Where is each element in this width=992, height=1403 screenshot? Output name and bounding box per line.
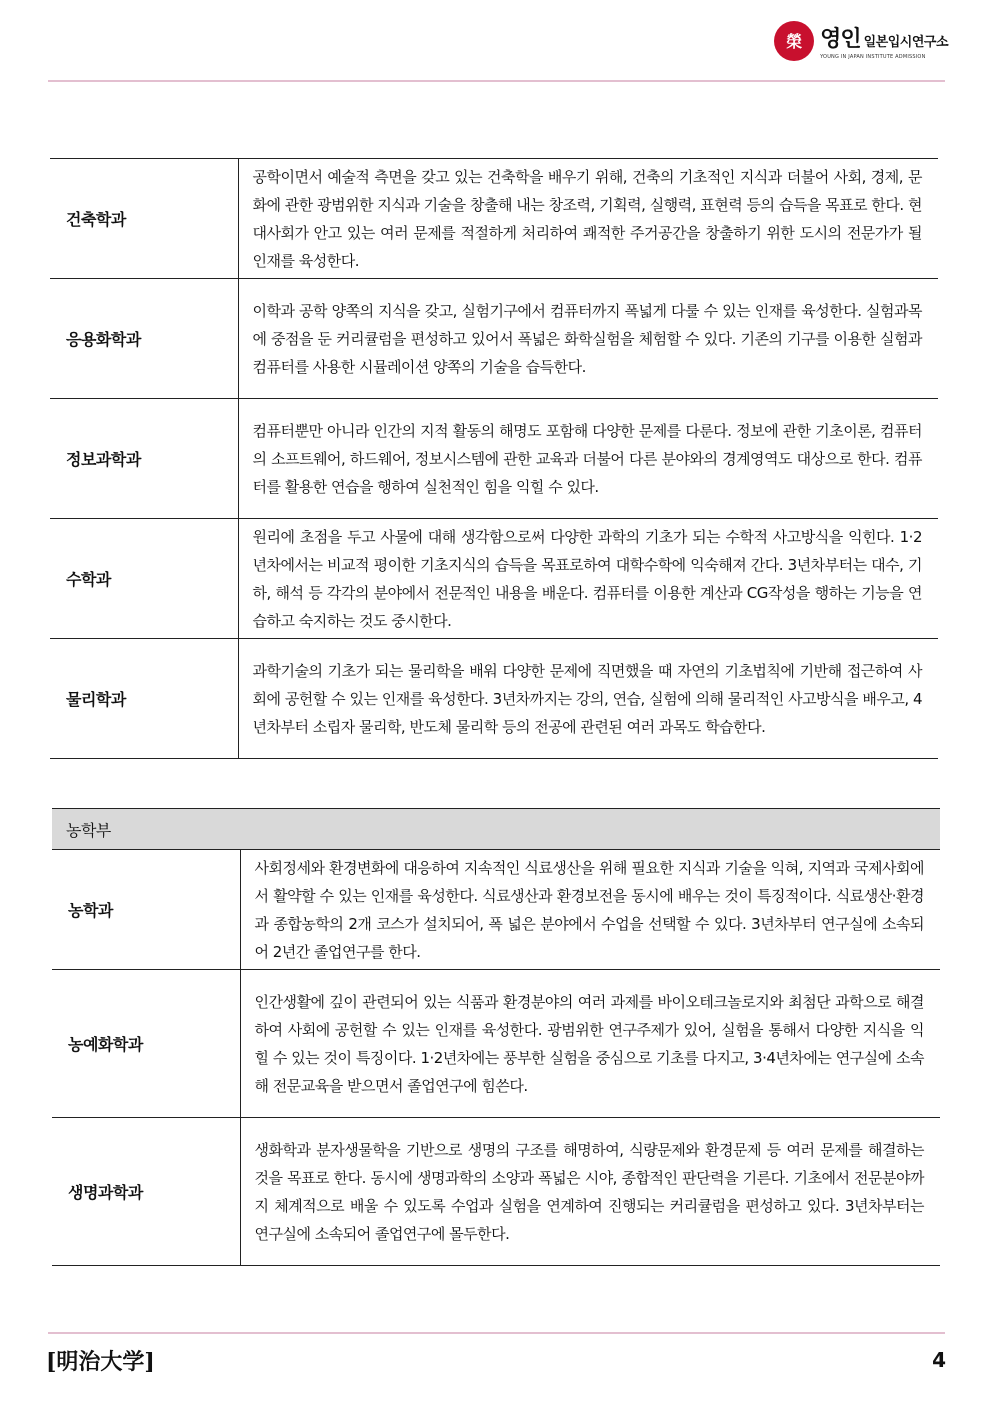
university-name: [明治大学] (46, 1349, 155, 1375)
logo-mark-glyph: 榮 (786, 32, 803, 51)
department-name: 물리학과 (50, 639, 238, 759)
department-name: 건축학과 (50, 159, 238, 279)
table-row (52, 1118, 940, 1266)
table-row (50, 159, 938, 279)
logo-emblem-icon (774, 21, 814, 61)
department-name: 농예화학과 (52, 970, 240, 1118)
department-description: 사회정세와 환경변화에 대응하여 지속적인 식료생산을 위해 필요한 지식과 기술을 익혀, 지역과 국제사회에서 활약할 수 있는 인재를 육성한다. 식료생산과 환경보전을 동시에 배우는 것이 특징적이다. 식료생산·환경과 종합농학의 2개 코스가 설치되어, 폭 넓은 분야에서 수업을 선택할 수 있다. 3년차부터 연구실에 소속되어 2년간 졸업연구를 한다. (240, 850, 940, 970)
table-row (50, 519, 938, 639)
department-description: 인간생활에 깊이 관련되어 있는 식품과 환경분야의 여러 과제를 바이오테크놀로지와 최첨단 과학으로 해결하여 사회에 공헌할 수 있는 인재를 육성한다. 광범위한 연구주제가 있어, 실험을 통해서 다양한 지식을 익힐 수 있는 것이 특징이다. 1·2년차에는 풍부한 실험을 중심으로 기초를 다지고, 3·4년차에는 연구실에 소속해 전문교육을 받으면서 졸업연구에 힘쓴다. (240, 970, 940, 1118)
table-row (50, 399, 938, 519)
department-table-1 (50, 158, 938, 759)
logo-english-text: YOUNG IN JAPAN INSTITUTE ADMISSION (820, 54, 926, 60)
department-description: 컴퓨터뿐만 아니라 인간의 지적 활동의 해명도 포함해 다양한 문제를 다룬다. 정보에 관한 기초이론, 컴퓨터의 소프트웨어, 하드웨어, 정보시스템에 관한 교육과 더불어 다른 분야와의 경계영역도 대상으로 한다. 컴퓨터를 활용한 연습을 행하여 실천적인 힘을 익힐 수 있다. (238, 399, 938, 519)
header-divider (48, 80, 945, 82)
department-description: 이학과 공학 양쪽의 지식을 갖고, 실험기구에서 컴퓨터까지 폭넓게 다룰 수 있는 인재를 육성한다. 실험과목에 중점을 둔 커리큘럼을 편성하고 있어서 폭넓은 화학실험을 체험할 수 있다. 기존의 기구를 이용한 실험과 컴퓨터를 사용한 시뮬레이션 양쪽의 기술을 습득한다. (238, 279, 938, 399)
department-name: 정보과학과 (50, 399, 238, 519)
table-row (50, 279, 938, 399)
department-description: 생화학과 분자생물학을 기반으로 생명의 구조를 해명하여, 식량문제와 환경문제 등 여러 문제를 해결하는 것을 목표로 한다. 동시에 생명과학의 소양과 폭넓은 시야, 종합적인 판단력을 기른다. 기초에서 전문분야까지 체계적으로 배울 수 있도록 수업과 실험을 연계하여 진행되는 커리큘럼을 편성하고 있다. 3년차부터는 연구실에 소속되어 졸업연구에 몰두한다. (240, 1118, 940, 1266)
page-number: 4 (932, 1348, 946, 1372)
department-name: 수학과 (50, 519, 238, 639)
table-row (50, 639, 938, 759)
table-row (52, 970, 940, 1118)
institute-logo (774, 18, 948, 64)
department-description: 원리에 초점을 두고 사물에 대해 생각함으로써 다양한 과학의 기초가 되는 수학적 사고방식을 익힌다. 1·2년차에서는 비교적 평이한 기초지식의 습득을 목표로하여 대학수학에 익숙해져 간다. 3년차부터는 대수, 기하, 해석 등 각각의 분야에서 전문적인 내용을 배운다. 컴퓨터를 이용한 계산과 CG작성을 행하는 기능을 연습하고 숙지하는 것도 중시한다. (238, 519, 938, 639)
logo-sub-text: 일본입시연구소 (863, 35, 948, 50)
table-row (52, 850, 940, 970)
logo-main-text: 영인 (820, 27, 861, 52)
faculty-section-title: 농학부 (52, 809, 940, 850)
department-description: 과학기술의 기초가 되는 물리학을 배워 다양한 문제에 직면했을 때 자연의 기초법칙에 기반해 접근하여 사회에 공헌할 수 있는 인재를 육성한다. 3년차까지는 강의, 연습, 실험에 의해 물리적인 사고방식을 배우고, 4년차부터 소립자 물리학, 반도체 물리학 등의 전공에 관련된 여러 과목도 학습한다. (238, 639, 938, 759)
department-name: 생명과학과 (52, 1118, 240, 1266)
department-table-2 (52, 808, 940, 1266)
department-name: 농학과 (52, 850, 240, 970)
section-header-row (52, 809, 940, 850)
department-name: 응용화학과 (50, 279, 238, 399)
department-description: 공학이면서 예술적 측면을 갖고 있는 건축학을 배우기 위해, 건축의 기초적인 지식과 더불어 사회, 경제, 문화에 관한 광범위한 지식과 기술을 창출해 내는 창조력, 기획력, 실행력, 표현력 등의 습득을 목표로 한다. 현대사회가 안고 있는 여러 문제를 적절하게 처리하여 쾌적한 주거공간을 창출하기 위한 도시의 전문가가 될 인재를 육성한다. (238, 159, 938, 279)
footer-divider (48, 1332, 945, 1334)
